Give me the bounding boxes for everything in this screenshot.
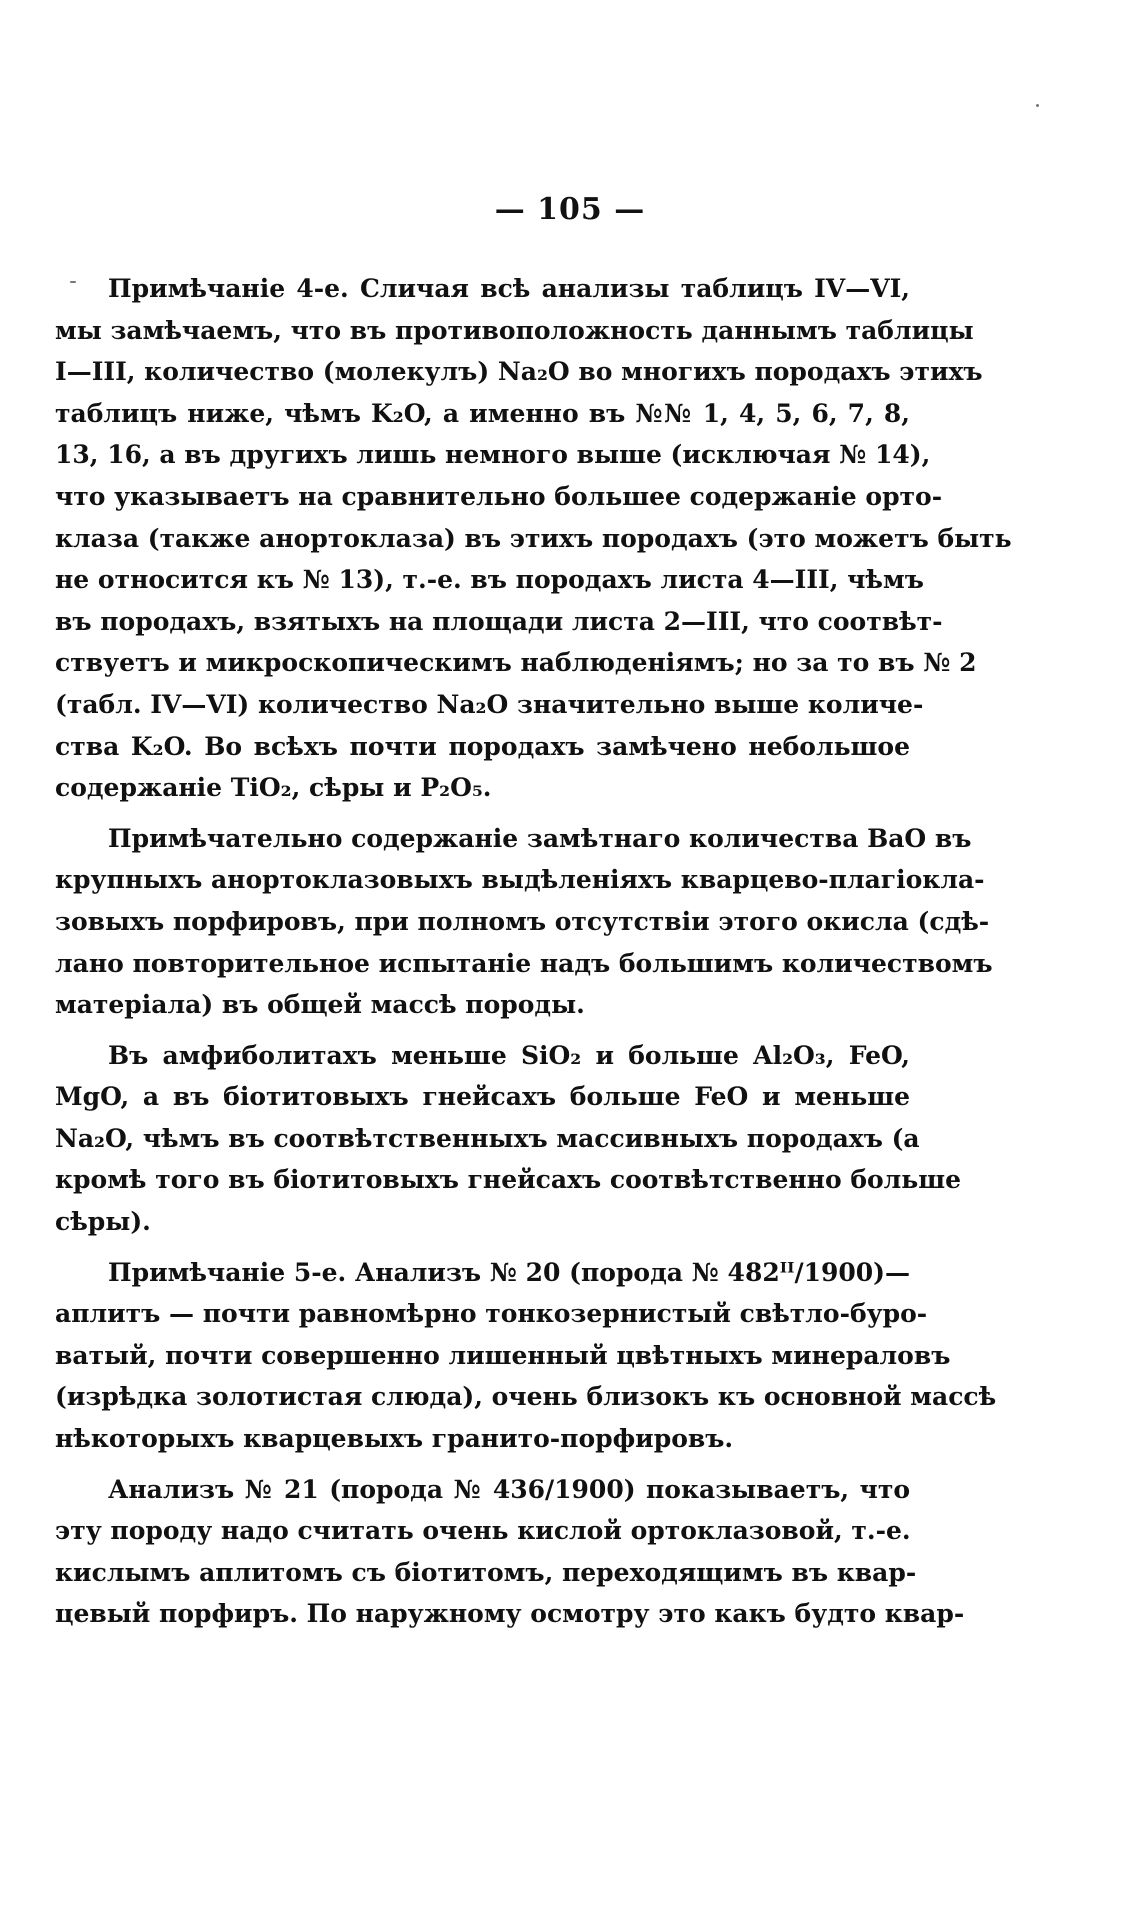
text-line: не относится къ № 13), т.-е. въ породахъ листа 4—III, чѣмъ bbox=[55, 565, 924, 595]
text-line: клаза (также анортоклаза) въ этихъ породахъ (это можетъ быть bbox=[55, 523, 1012, 553]
text-line: матеріала) въ общей массѣ породы. bbox=[55, 990, 585, 1020]
text-line: Въ амфиболитахъ меньше SiO₂ и больше Al₂O₃, FeO, bbox=[108, 1040, 910, 1070]
page-number: — 105 — bbox=[494, 192, 646, 227]
paragraph-amphibolites bbox=[55, 1035, 962, 1243]
text-line: MgO, а въ біотитовыхъ гнейсахъ больше FeO и меньше bbox=[55, 1082, 910, 1112]
text-line: аплитъ — почти равномѣрно тонкозернистый свѣтло-буро- bbox=[55, 1299, 928, 1329]
text-line: кислымъ аплитомъ съ біотитомъ, переходящимъ въ квар- bbox=[55, 1557, 917, 1587]
text-line: I—III, количество (молекулъ) Na₂O во многихъ породахъ этихъ bbox=[55, 357, 983, 387]
paragraph-analysis-21 bbox=[55, 1469, 965, 1635]
text-line: что указываетъ на сравнительно большее содержаніе орто- bbox=[55, 481, 943, 511]
text-line: зовыхъ порфировъ, при полномъ отсутствіи этого окисла (сдѣ- bbox=[55, 906, 990, 936]
body-text bbox=[55, 268, 1012, 1644]
text-line: (изрѣдка золотистая слюда), очень близокъ къ основной массѣ bbox=[55, 1382, 997, 1412]
text-line: таблицъ ниже, чѣмъ K₂O, а именно въ №№ 1, 4, 5, 6, 7, 8, bbox=[55, 398, 910, 428]
text-line: мы замѣчаемъ, что въ противоположность даннымъ таблицы bbox=[55, 315, 974, 345]
text-line: Примѣчаніе 4-е. Сличая всѣ анализы таблицъ IV—VI, bbox=[108, 274, 910, 303]
text-line: въ породахъ, взятыхъ на площади листа 2—III, что соотвѣт- bbox=[55, 606, 943, 636]
text-line: крупныхъ анортоклазовыхъ выдѣленіяхъ кварцево-плагіокла- bbox=[55, 865, 985, 895]
text-line: Примѣчаніе 5-е. Анализъ № 20 (порода № 482ᴵᴵ/1900)— bbox=[108, 1257, 910, 1287]
ink-speck bbox=[1036, 104, 1039, 107]
text-line: содержаніе TiO₂, сѣры и P₂O₅. bbox=[55, 773, 492, 803]
paragraph-bao bbox=[55, 818, 993, 1026]
text-line: лано повторительное испытаніе надъ большимъ количествомъ bbox=[55, 948, 993, 978]
text-line: ства K₂O. Во всѣхъ почти породахъ замѣчено небольшое bbox=[55, 731, 910, 761]
text-line: (табл. IV—VI) количество Na₂O значительно выше количе- bbox=[55, 689, 924, 719]
text-line: Примѣчательно содержаніе замѣтнаго количества BaO въ bbox=[108, 823, 972, 853]
text-line: цевый порфиръ. По наружному осмотру это какъ будто квар- bbox=[55, 1599, 965, 1629]
text-line: эту породу надо считать очень кислой ортоклазовой, т.-е. bbox=[55, 1516, 911, 1546]
text-line: нѣкоторыхъ кварцевыхъ гранито-порфировъ. bbox=[55, 1424, 734, 1454]
paragraph-note-5 bbox=[55, 1252, 997, 1460]
paragraph-note-4 bbox=[55, 268, 1012, 809]
text-line: ствуетъ и микроскопическимъ наблюденіямъ; но за то въ № 2 bbox=[55, 648, 977, 678]
text-line: Анализъ № 21 (порода № 436/1900) показываетъ, что bbox=[108, 1474, 910, 1504]
text-line: ватый, почти совершенно лишенный цвѣтныхъ минераловъ bbox=[55, 1340, 951, 1370]
text-line: сѣры). bbox=[55, 1207, 151, 1237]
text-line: Na₂O, чѣмъ въ соотвѣтственныхъ массивныхъ породахъ (а bbox=[55, 1123, 920, 1153]
text-line: 13, 16, а въ другихъ лишь немного выше (исключая № 14), bbox=[55, 440, 931, 470]
text-line: кромѣ того въ біотитовыхъ гнейсахъ соотвѣтственно больше bbox=[55, 1165, 962, 1195]
